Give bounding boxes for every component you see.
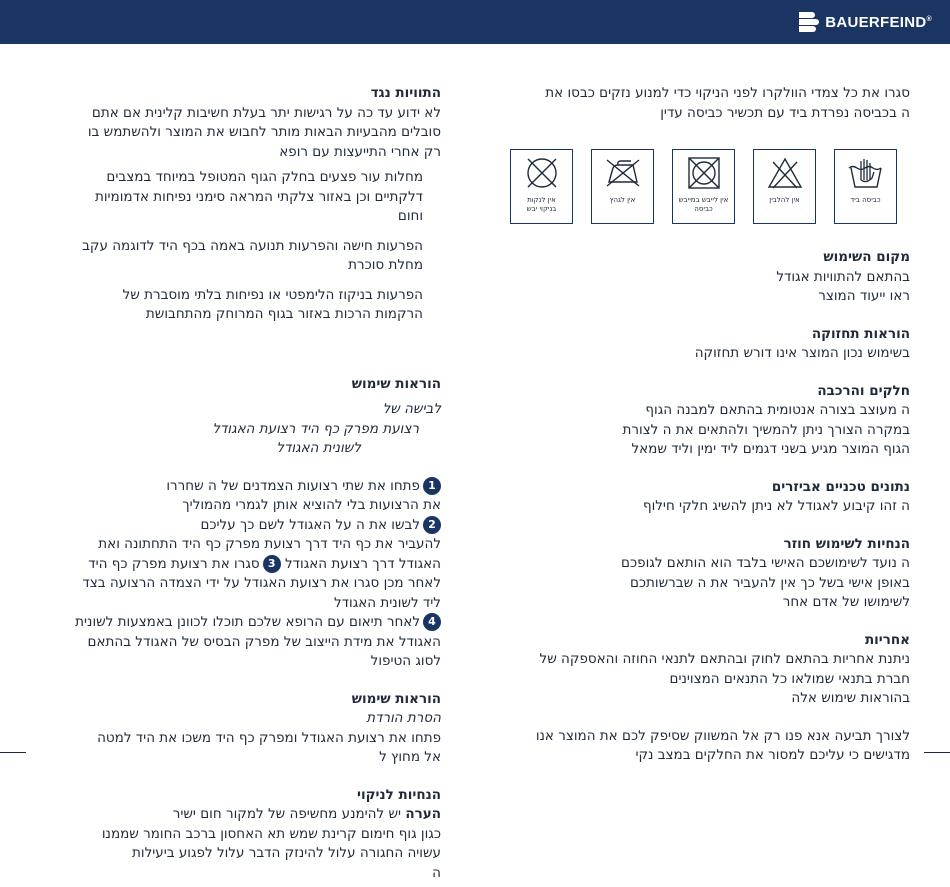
straps-line-2: לשונית האגודל	[276, 440, 361, 456]
parts-line-2: במקרה הצורך ניתן להמשיך ולהתאים את ה לצורת	[622, 421, 910, 438]
step-4-badge: 4	[423, 613, 441, 631]
care-caption-iron: אין לגהץ	[609, 196, 636, 204]
brand-mark-icon	[799, 11, 821, 33]
step-2-badge: 2	[423, 516, 441, 534]
step-4-line-3: לסוג הטיפול	[370, 653, 441, 669]
left-edge-line	[0, 752, 26, 753]
step-4-text-1: לאחר תיאום עם הרופא שלכם תוכלו לכוונן באמצעות לשונית	[75, 614, 420, 630]
step-2-line-2: להעביר את כף היד דרך רצועת מפרק כף היד התחתונה ואת	[98, 536, 441, 552]
removal-line-2: אל מחוץ ל	[379, 749, 441, 765]
contra-line-2: סובלים מהבעיות הבאות מותר לחבוש את המוצר ולהשתמש בו	[87, 124, 441, 140]
claim-line-2: מדגישים כי עליכם למסור את החלקים במצב נקי	[635, 747, 910, 763]
tech-title: נתונים טכניים אביזרים	[771, 478, 910, 495]
cleaning-text-1: יש להימנע מחשיפה של למקור חום ישיר	[172, 806, 402, 822]
step-2-line-1	[41, 516, 441, 536]
step-3-line-3: ליד לשונית האגודל	[334, 594, 441, 611]
cleaning-line-2: כגון גוף חימום קרינת שמש תא האחסון ברכב החומר שממנו	[101, 825, 441, 842]
bullet-1-line-3: וחום	[397, 208, 423, 224]
cleaning-title: הנחיות לניקוי	[356, 786, 441, 803]
removal-title: הוראות שימוש	[351, 690, 441, 707]
brand-reg: ®	[926, 15, 932, 23]
care-caption-dry-clean: אין לנקות בניקוי יבש	[526, 196, 557, 213]
cleaning-line-3: עשויה החגורה עלול להינזק הדבר עלול לפגוע ביעילות	[132, 845, 441, 861]
warranty-title: אחריות	[864, 631, 910, 648]
care-no-dry-clean	[510, 149, 573, 224]
care-caption-tumble: אין לייבש במייבש כביסה	[678, 196, 729, 213]
step-1-line-1	[41, 477, 441, 497]
contra-line-1: לא ידוע עד כה על רגישות יתר בעלת חשיבות קלינית אם אתם	[91, 104, 441, 121]
step-3-line-2: לאחר מכן סגרו את רצועת האגודל על ידי הצמדה הרצועה בצד	[82, 575, 441, 591]
care-caption-bleach: אין להלבין	[769, 196, 800, 204]
contraindications-title: התוויות נגד	[370, 85, 441, 101]
no-dry-clean-icon	[522, 156, 562, 190]
straps-line-1: רצועת מפרק כף היד רצועת האגודל	[212, 420, 419, 437]
step-3-text-1: סגרו את רצועת מפרק כף היד	[88, 555, 260, 572]
right-edge-line	[924, 752, 950, 753]
maintenance-title: הוראות תחזוקה	[811, 325, 910, 342]
brand-name: BAUERFEIND	[825, 13, 927, 31]
care-hand-wash	[834, 149, 897, 224]
cleaning-line-4: ה	[432, 864, 441, 881]
hand-wash-icon	[846, 156, 886, 190]
care-no-tumble-dry	[672, 149, 735, 224]
intro-line-2: ה בכביסה נפרדת ביד עם תכשיר כביסה עדין	[660, 104, 910, 121]
step-2-line-3	[41, 555, 441, 575]
removal-subtitle: הסרת הורדת	[366, 710, 441, 726]
bullet-1-line-2: דלקתיים וכן באזור צלקתי המראה סימני נפיחות אדמומיות	[94, 188, 423, 205]
parts-line-3: הגוף המוצר מגיע בשני דגמים ליד ימין וליד שמאל	[631, 441, 910, 457]
warranty-line-2: חברת בתנאי שמולאו כל התנאים המצוינים	[669, 670, 910, 687]
no-bleach-icon	[765, 156, 805, 190]
no-iron-icon	[603, 156, 643, 190]
care-no-iron	[591, 149, 654, 224]
step-2-text-1: לבשו את ה על האגודל לשם כך עליכם	[200, 516, 420, 533]
step-4-line-2: האגודל את מידת הייצוב של מפרק הבסיס של האגודל בהתאם	[87, 633, 441, 650]
bullet-2-line-1: הפרעות חישה והפרעות תנועה באמה בכף היד לדוגמה עקב	[82, 237, 423, 254]
usage-title: מקום השימוש	[823, 249, 910, 265]
step-4-line-1	[41, 613, 441, 633]
usage-line-1: בהתאם להתוויות אגודל	[776, 268, 910, 285]
care-symbols	[510, 149, 910, 224]
warranty-line-1: ניתנת אחריות בהתאם לחוק ובהתאם לתנאי החוזה והאספקה של	[539, 651, 910, 667]
step-1-badge: 1	[423, 477, 441, 495]
right-column	[510, 84, 910, 766]
cleaning-note-label: הערה	[405, 806, 441, 822]
intro-line-1: סגרו את כל צמדי הוולקרו לפני הניקוי כדי למנוע נזקים כבסו את	[545, 85, 910, 101]
bullet-3-line-2: הרקמות הרכות באזור בגוף המרוחק מהתחבושת	[145, 306, 423, 322]
cleaning-line-1	[41, 805, 441, 825]
instructions-title: הוראות שימוש	[351, 375, 441, 392]
usage-line-2: ראו ייעוד המוצר	[818, 288, 910, 304]
left-column	[41, 84, 441, 883]
reuse-line-1: ה נועד לשימושכם האישי בלבד הוא הותאם לגופכם	[621, 555, 910, 571]
contra-bullet-1	[41, 168, 441, 227]
tech-line-1: ה זהו קיבוע לאגודל לא ניתן להשיג חלקי חילוף	[642, 498, 910, 514]
parts-title: חלקים והרכבה	[817, 382, 910, 399]
bullet-1-line-1: מחלות עור פצעים בחלק הגוף המטופל במיוחד במצבים	[106, 169, 423, 185]
step-3-badge: 3	[263, 555, 281, 573]
care-no-bleach	[753, 149, 816, 224]
reuse-line-2: באופן אישי בשל כך אין להעביר את ה שברשותכם	[629, 574, 910, 591]
contra-bullet-3	[41, 286, 441, 325]
reuse-title: הנחיות לשימוש חוזר	[783, 535, 910, 552]
contra-bullet-2	[41, 237, 441, 276]
step-1-text-1: פתחו את שתי רצועות הצמדנים של ה שחררו	[166, 477, 420, 494]
contra-line-3: רק אחרי התייעצות עם רופא	[279, 143, 441, 160]
warranty-line-3: בהוראות שימוש אלה	[791, 690, 910, 706]
bullet-2-line-2: מחלת סוכרת	[348, 257, 423, 273]
instructions-subtitle: לבישה של	[382, 401, 441, 417]
step-2-text-3: האגודל דרך רצועת האגודל	[284, 555, 441, 572]
claim-line-1: לצורך תביעה אנא פנו רק אל המשווק שסיפק לכם את המוצר אנו	[535, 727, 910, 744]
reuse-line-3: לשימושו של אדם אחר	[782, 594, 910, 610]
removal-line-1: פתחו את רצועת האגודל ומפרק כף היד משכו את היד למטה	[97, 729, 441, 746]
parts-line-1: ה מעוצב בצורה אנטומית בהתאם למבנה הגוף	[645, 402, 910, 418]
bullet-3-line-1: הפרעות בניקוז הלימפטי או נפיחות בלתי מוסברת של	[122, 286, 423, 303]
header-bar	[0, 0, 950, 44]
no-tumble-dry-icon	[684, 156, 724, 190]
brand-logo	[799, 10, 932, 34]
maintenance-line-1: בשימוש נכון המוצר אינו דורש תחזוקה	[694, 345, 910, 361]
step-1-line-2: את הרצועות בלי להוציא אותן לגמרי מהמוליך	[182, 497, 441, 513]
care-caption-hand-wash: כביסה ביד	[850, 196, 881, 204]
